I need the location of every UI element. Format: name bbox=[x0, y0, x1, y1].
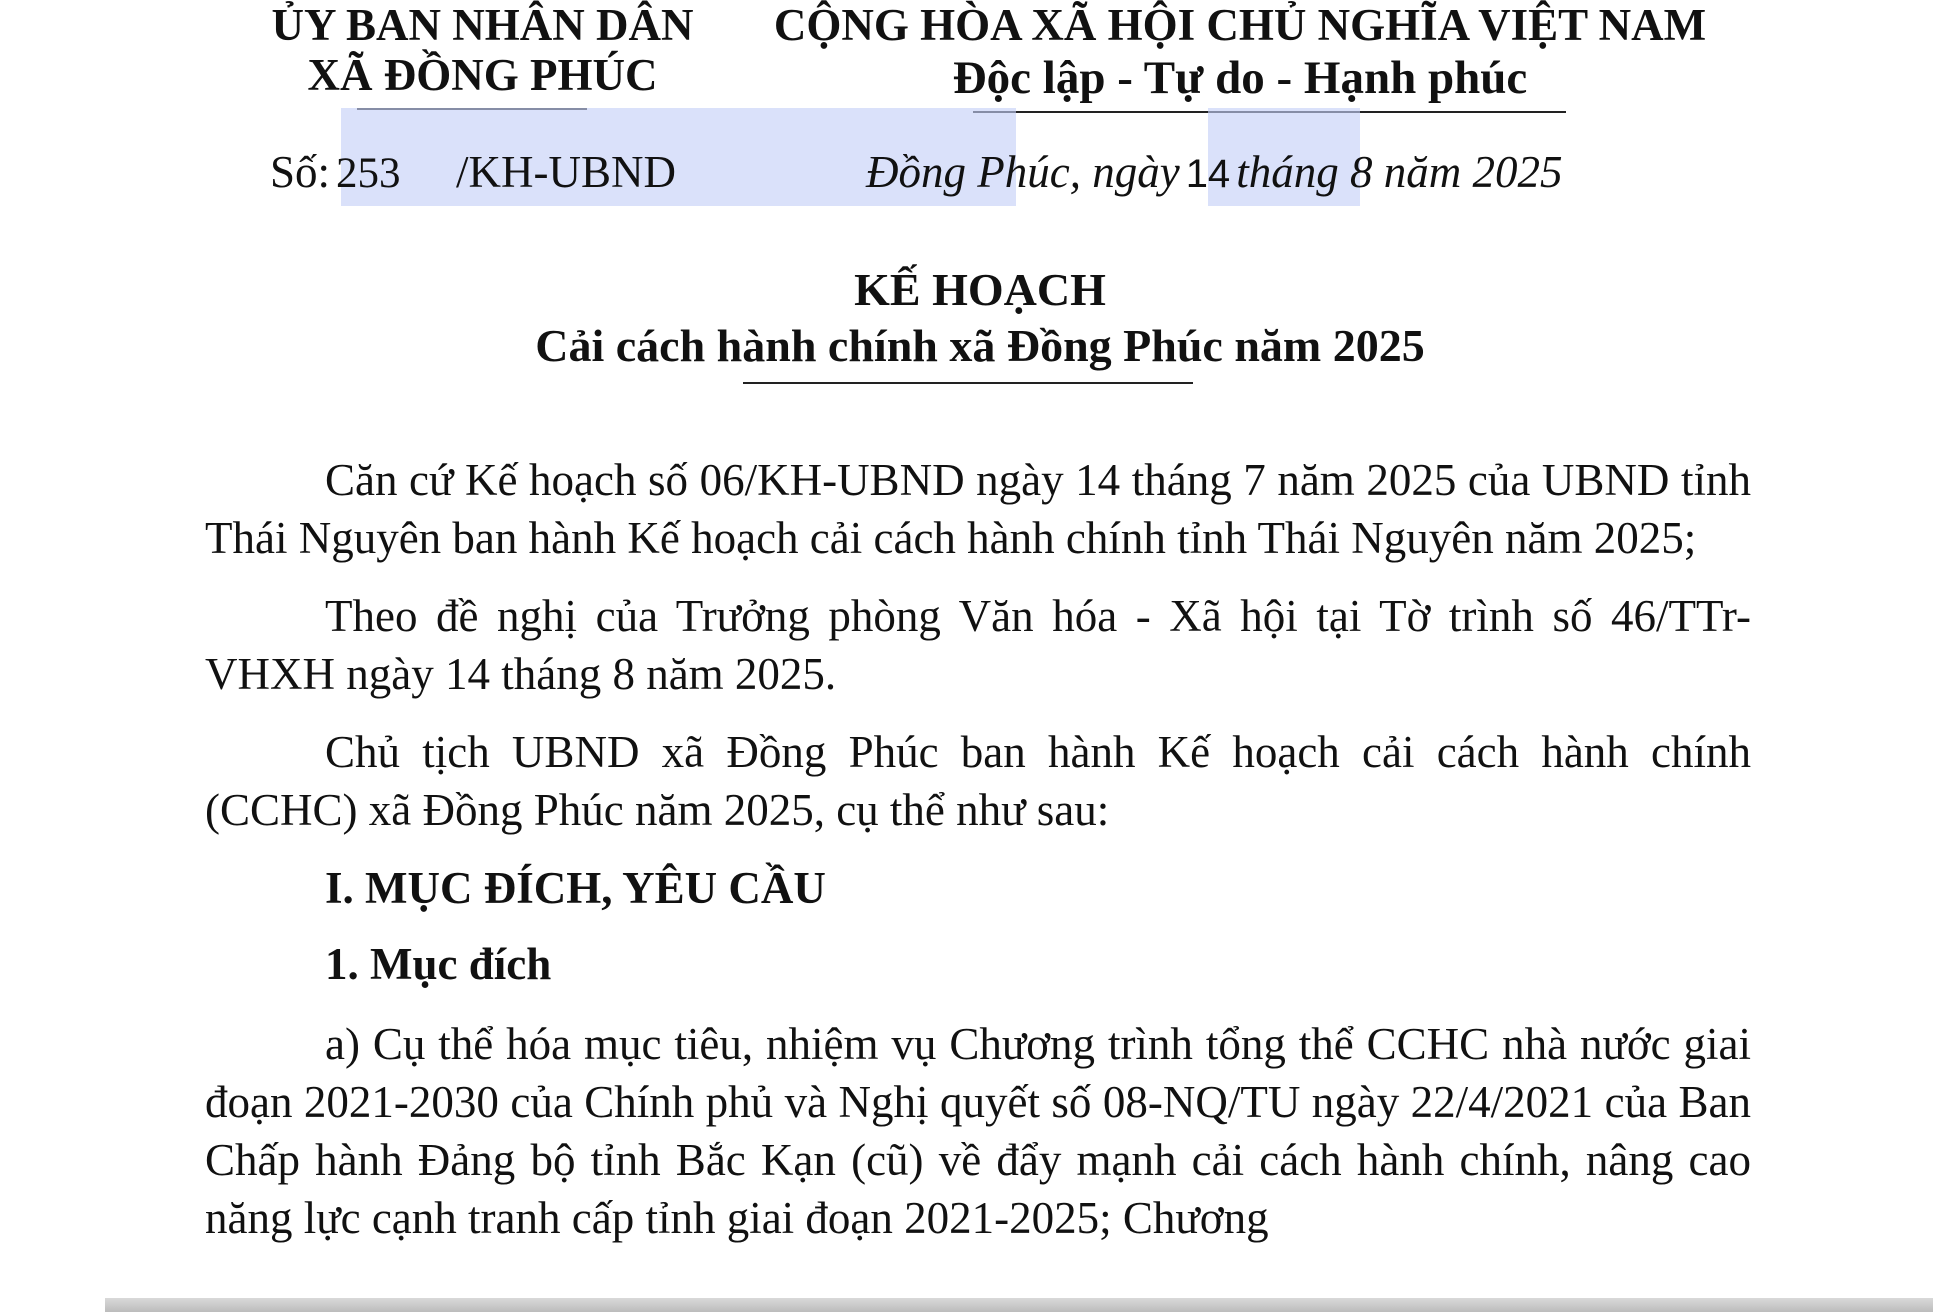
paragraph-purpose-a: a) Cụ thể hóa mục tiêu, nhiệm vụ Chương trình tổng thể CCHC nhà nước giai đoạn 2021-2030 của Chính phủ và Nghị quyết số 08-NQ/TU ngày 22/4/2021 của Ban Chấp hành Đảng bộ tỉnh Bắc Kạn (cũ) về đẩy mạnh cải cách hành chính, nâng cao năng lực cạnh tranh cấp tỉnh giai đoạn 2021-2025; Chương bbox=[205, 1019, 1751, 1243]
agency-line-1: ỦY BAN NHÂN DÂN bbox=[271, 0, 694, 50]
national-heading bbox=[760, 0, 1720, 106]
paragraph-proposal: Theo đề nghị của Trưởng phòng Văn hóa - Xã hội tại Tờ trình số 46/TTr-VHXH ngày 14 tháng 8 năm 2025. bbox=[205, 591, 1751, 699]
paragraph-decision: Chủ tịch UBND xã Đồng Phúc ban hành Kế hoạch cải cách hành chính (CCHC) xã Đồng Phúc năm 2025, cụ thể như sau: bbox=[205, 727, 1751, 835]
document-date bbox=[866, 140, 1562, 206]
horizontal-scrollbar[interactable] bbox=[105, 1298, 1933, 1312]
title-type: KẾ HOẠCH bbox=[854, 264, 1106, 315]
document-body bbox=[205, 451, 1751, 1267]
issuing-agency bbox=[240, 0, 725, 100]
document-number bbox=[270, 140, 676, 206]
paragraph-legal-basis: Căn cứ Kế hoạch số 06/KH-UBND ngày 14 tháng 7 năm 2025 của UBND tỉnh Thái Nguyên ban hành Kế hoạch cải cách hành chính tỉnh Thái Nguyên năm 2025; bbox=[205, 455, 1751, 563]
title-subject: Cải cách hành chính xã Đồng Phúc năm 2025 bbox=[535, 320, 1425, 371]
date-suffix: tháng 8 năm 2025 bbox=[1236, 147, 1563, 197]
date-prefix: Đồng Phúc, ngày bbox=[866, 147, 1180, 197]
section-heading: I. MỤC ĐÍCH, YÊU CẦU bbox=[325, 863, 826, 913]
subsection-heading: 1. Mục đích bbox=[325, 939, 552, 989]
date-day: 14 bbox=[1185, 152, 1231, 196]
national-motto: Độc lập - Tự do - Hạnh phúc bbox=[952, 52, 1528, 104]
number-value: 253 bbox=[336, 150, 401, 197]
title-underline bbox=[743, 382, 1193, 384]
number-suffix: /KH-UBND bbox=[456, 147, 677, 197]
number-label: Số: bbox=[270, 147, 331, 197]
agency-line-2: XÃ ĐỒNG PHÚC bbox=[307, 50, 658, 100]
document-title bbox=[380, 262, 1580, 374]
national-title: CỘNG HÒA XÃ HỘI CHỦ NGHĨA VIỆT NAM bbox=[773, 0, 1707, 50]
